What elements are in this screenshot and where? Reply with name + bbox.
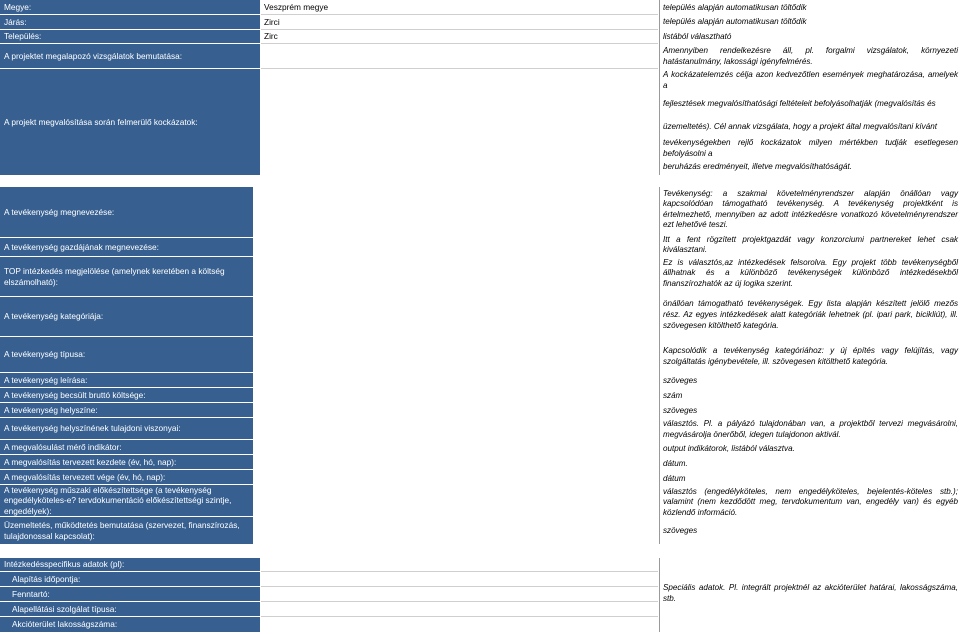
note-uzemeltetes: szöveges (663, 526, 698, 535)
label-helyszin: A tevékenység helyszíne: (0, 403, 253, 418)
note-koltseg: szám (663, 391, 683, 400)
label-tipus: A tevékenység típusa: (0, 337, 253, 373)
value-vizsgalatok[interactable] (261, 44, 658, 69)
label-kockazatok: A projekt megvalósítása során felmerülő kockázatok: (0, 69, 260, 175)
label-kategoria: A tevékenység kategóriája: (0, 297, 253, 337)
note-helyszin: szöveges (663, 406, 698, 415)
column-divider-2 (659, 187, 660, 544)
value-telepules[interactable]: Zirc (261, 30, 658, 44)
value-jaras[interactable]: Zirci (261, 15, 658, 30)
note-specialis: Speciális adatok. Pl. integrált projektnél az akcióterület határai, lakosságszáma, stb. (663, 583, 958, 604)
label-lakossagszam: Akcióterület lakosságszáma: (0, 617, 260, 632)
note-megye: település alapján automatikusan töltődik (663, 3, 807, 12)
value-megye[interactable]: Veszprém megye (261, 0, 658, 15)
note-tulajdon: választós. Pl. a pályázó tulajdonában van, a projektből tervezi megvásárolni, megvásárolja önerőből, idegen tulajdonon aktivál. (663, 419, 958, 440)
value-fenntarto[interactable] (261, 587, 658, 602)
note-vege: dátum (663, 474, 686, 483)
label-indikator: A megvalósulást mérő indikátor: (0, 440, 253, 455)
note-tipus: Kapcsolódik a tevékenység kategóriához: y új építés vagy felújítás, vagy szolgáltatás igénybevétele, ill. szövegesen kitölthető kategória. (663, 346, 958, 367)
label-leiras: A tevékenység leírása: (0, 373, 253, 388)
note-kockazatok-2: fejlesztések megvalósíthatósági feltételeit befolyásolhatják (megvalósítás és (663, 99, 936, 108)
note-telepules: listából választható (663, 32, 732, 41)
label-tulajdoni-viszonyok: A tevékenység helyszínének tulajdoni viszonyai: (0, 418, 253, 440)
note-kockazatok-3: üzemeltetés). Cél annak vizsgálata, hogy a projekt által megvalósítani kívánt (663, 122, 937, 131)
label-fenntarto: Fenntartó: (0, 587, 260, 602)
value-intezkedesspecifikus[interactable] (261, 558, 658, 572)
label-kezdete: A megvalósítás tervezett kezdete (év, hó, nap): (0, 455, 253, 470)
value-kockazatok[interactable] (261, 69, 658, 175)
note-kockazatok-1: A kockázatelemzés célja azon kedvezőtlen események meghatározása, amelyek a (663, 70, 958, 91)
label-tevekenyseg-megnevezese: A tevékenység megnevezése: (0, 187, 253, 238)
value-lakossagszam[interactable] (261, 617, 658, 632)
label-vizsgalatok: A projektet megalapozó vizsgálatok bemutatása: (0, 44, 260, 69)
note-jaras: település alapján automatikusan töltődik (663, 17, 807, 26)
label-gazda: A tevékenység gazdájának megnevezése: (0, 238, 253, 257)
column-divider-3 (659, 558, 660, 632)
label-muszaki-elokeszitettseg: A tevékenység műszaki előkészítettsége (a tevékenység engedélyköteles-e? tervdokumentáció előkészítettségi szintje, engedélyek): (0, 485, 253, 517)
label-alapellatas: Alapellátási szolgálat típusa: (0, 602, 260, 617)
note-indikator: output indikátorok, listából választva. (663, 444, 795, 453)
note-tevekenyseg: Tevékenység: a szakmai követelményrendszer alapján önállóan vagy kapcsolódóan támogatható tevékenység. A tevékenység projektként is értelmezhető, mennyiben az adott intézkedésre vonatkozó követelményrendszer ezt lehetővé teszi. (663, 189, 958, 229)
note-kockazatok-5: beruházás eredményeit, illetve megvalósíthatóságát. (663, 162, 852, 171)
note-vizsgalatok: Amennyiben rendelkezésre áll, pl. forgalmi vizsgálatok, környezeti hatástanulmány, lakossági igényfelmérés. (663, 46, 958, 67)
value-alapellatas[interactable] (261, 602, 658, 617)
label-jaras: Járás: (0, 15, 260, 30)
label-uzemeltetes: Üzemeltetés, működtetés bemutatása (szervezet, finanszírozás, tulajdonossal kapcsolat): (0, 517, 253, 544)
label-koltseg: A tevékenység becsült bruttó költsége: (0, 388, 253, 403)
note-gazda: Itt a fent rögzített projektgazdát vagy konzorciumi partnereket lehet csak kiválasztani. (663, 235, 958, 255)
value-alapitas[interactable] (261, 572, 658, 587)
note-kezdete: dátum. (663, 459, 688, 468)
label-intezkedesspecifikus: Intézkedésspecifikus adatok (pl): (0, 558, 260, 572)
note-leiras: szöveges (663, 376, 698, 385)
label-alapitas: Alapítás időpontja: (0, 572, 260, 587)
label-top-intezkedes: TOP intézkedés megjelölése (amelynek keretében a költség elszámolható): (0, 257, 253, 297)
note-top: Ez is választós,az intézkedések felsorolva. Egy projekt több tevékenységből állhatnak és a különböző tevékenységek különböző intézkedésekből finanszírozhatók az új logika szerint. (663, 258, 958, 288)
note-muszaki: választós (engedélyköteles, nem engedélyköteles, bejelentés-köteles stb.); valamint (nem kezdődött meg, tervdokumentum van, engedély van) és egyéb közlendő információ. (663, 487, 958, 517)
label-megye: Megye: (0, 0, 260, 15)
label-telepules: Település: (0, 30, 260, 44)
label-vege: A megvalósítás tervezett vége (év, hó, nap): (0, 470, 253, 485)
note-kockazatok-4: tevékenységekben rejlő kockázatok milyen mértékben tudják esetlegesen befolyásolni a (663, 138, 958, 159)
note-kategoria: önállóan támogatható tevékenységek. Egy lista alapján készített jelölő mezős rész. Az egyes intézkedések alatt kategóriák lehetnek (pl. ipari park, bicikliút), ill. szövegesen kitölthető kategória. (663, 299, 958, 331)
column-divider (659, 0, 660, 175)
